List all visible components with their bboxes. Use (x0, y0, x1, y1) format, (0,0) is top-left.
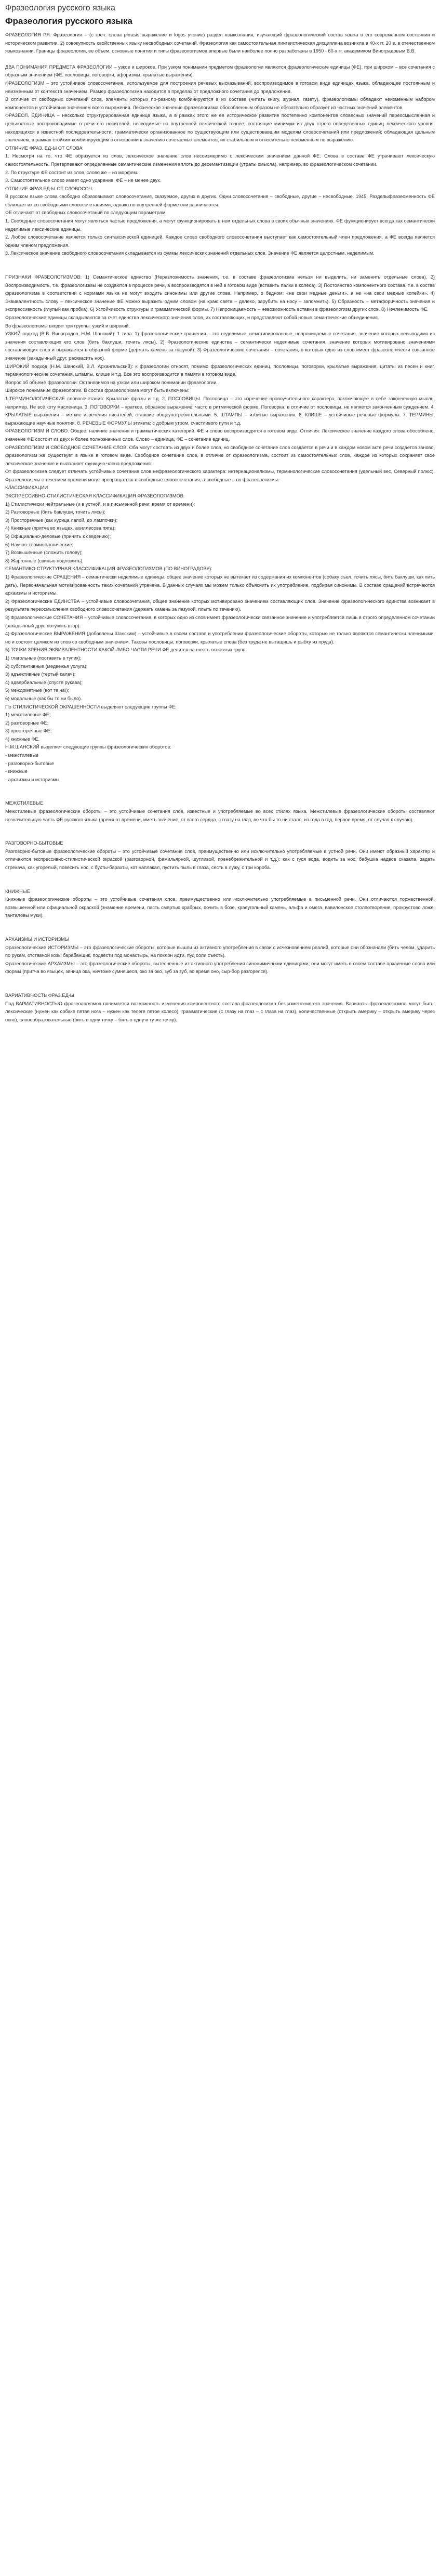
document-body (5, 31, 435, 1024)
paragraph: 2) Фразеологические ЕДИНСТВА – устойчивые словосочетания, общее значение которых мотивировано значением составляющих слов. Значение фразеологического единства возникает в результате переосмысления свободного словосочетания (держать камень за пазухой, плыть по течению). (5, 598, 435, 612)
paragraph: Фразеологические единицы складываются за счет единства лексического значения слов, их составляющих, и представляют собой новые семантические объединения. (5, 315, 379, 320)
paragraph: 2. По структуре ФЕ состоит из слов, слово же – из морфем. (5, 169, 138, 175)
paragraph: 1. Несмотря на то, что ФЕ образуется из слов, лексическое значение слов несоизмеримо с лексическим значением данной ФЕ. Слова в составе ФЕ утрачивают лексическую самостоятельность. Претерпевают определенные семантические изменения вплоть до десемантизации (утраты смысла), например, во фразеологическом сочетании. (5, 153, 435, 167)
paragraph: 2) субстантивные (медвежья услуга); (5, 663, 88, 669)
paragraph: Межстилевые фразеологические обороты – это устойчивые сочетания слов, известные и употребляемые во всех стилях языка. Межстилевые фразеологические обороты составляют незначительную часть ФЕ русского языка (время от времени, иметь значение, от всего сердца, с глазу на глаз, во что бы то ни стало, из года в год, первое время, от случая к случаю). (5, 809, 435, 822)
paragraph: В отличие от свободных сочетаний слов, элементы которых по-разному комбинируются в их составе (читать книгу, журнал, газету), фразеологизмы обладают неизменным набором компонентов и устойчивым значением всего выражения. Лексическое значение фразеологизма обособленным образом не обязательно образует из частных значений элементов. (5, 97, 435, 110)
paragraph: Под ВАРИАТИВНОСТЬЮ фразеологизмов понимается возможность изменения компонентного состава фразеологизма без изменения его значения. Варианты фразеологизмов могут быть: лексические (нужен как собаке пятая нога – нужен как телеге пятое колесо), грамматические (с глазу на глаз – с глаза на глаз), количественные (открыть америку – открыть америку через окно), словообразовательные (бить в одну точку – бить в одну и ту же точку). (5, 1001, 435, 1022)
paragraph: ФРАЗЕОЛОГИЗМ – это устойчивое словосочетание, используемое для построения речевых высказываний, воспроизводимое в готовом виде единицах языка, обладающее постоянным и неизменным от контекста значением. Размер фразеологизма находится в пределах от предложного сочетания до предложения. (5, 80, 435, 94)
paragraph: Н.М.ШАНСКИЙ выделяет следующие группы фразеологических оборотов: (5, 744, 171, 750)
paragraph: Широкое понимание фразеологии. В состав фразеологизма могут быть включены: (5, 388, 190, 393)
paragraph: 5) Официально-деловые (принять к сведению); (5, 534, 111, 540)
paragraph: 2) разговорные ФЕ; (5, 720, 49, 726)
paragraph: 6) Научно-терминологические; (5, 542, 74, 547)
paragraph: РАЗГОВОРНО-БЫТОВЫЕ (5, 840, 63, 846)
paragraph: ФЕ отличают от свободных словосочетаний по следующим параметрам. (5, 210, 167, 216)
paragraph: КЛАССИФИКАЦИИ (5, 485, 48, 491)
paragraph: 8) Жаргонные (свинью подложить). (5, 558, 84, 563)
paragraph: КНИЖНЫЕ (5, 888, 30, 894)
paragraph: - архаизмы и историзмы (5, 777, 60, 782)
paragraph: ДВА ПОНИМАНИЯ ПРЕДМЕТА ФРАЗЕОЛОГИИ – узкое и широкое. При узком понимании предметом фразеологии являются фразеологические единицы (ФЕ), при широком – все сочетания с образным значением (ФЕ, пословицы, поговорки, афоризмы, крылатые выражения). (5, 64, 435, 78)
paragraph: 3) адъективные (тёртый калач); (5, 672, 76, 677)
paragraph: ОТЛИЧИЕ ФРАЗ.ЕД-Ы ОТ СЛОВОСОЧ. (5, 186, 94, 191)
paragraph: 4) Фразеологические ВЫРАЖЕНИЯ (добавлены Шанским) – устойчивые в своем составе и употреблении фразеологические обороты, которые не только являются семантически членимыми, но и состоят целиком из слов со свободным значением. Таковы пословицы, поговорки, крылатые слова (без труда не вытащишь и рыбку из пруда). (5, 631, 435, 645)
paragraph: 3. Самостоятельное слово имеет одно ударение, ФЕ – не менее двух. (5, 178, 162, 183)
paragraph: 1) межстилевые ФЕ; (5, 712, 51, 718)
paragraph: ОТЛИЧИЕ ФРАЗ. ЕД-Ы ОТ СЛОВА (5, 145, 83, 151)
paragraph: 5) междометные (вот те на!); (5, 688, 69, 693)
paragraph: Фразеологические АРХАИЗМЫ – это фразеологические обороты, вытесненные из активного употребления синонимичными единицами; они могут иметь в своем составе архаичные слова или формы (притча во языцех, зеница ока, ничтоже сумняшеся, око за око, зуб за зуб, во время оно, сыр-бор разгорелся). (5, 961, 435, 975)
paragraph: 6) модальные (как бы то ни было). (5, 695, 82, 701)
paragraph: 1) Фразеологические СРАЩЕНИЯ – семантически неделимые единицы, общее значение которых не вытекает из содержания их компонентов (собаку съел, точить лясы, бить баклуши, как пить дать). Первоначальная мотивированность таких сочетаний утрачена. В данных случаях мы можем только объяснить их употребление, подбирая синонимы. В составе сращений встречаются архаизмы и историзмы. (5, 574, 435, 596)
paragraph: СЕМАНТИКО-СТРУКТУРНАЯ КЛАССИФИКАЦИЯ ФРАЗЕОЛОГИЗМОВ (ПО ВИНОГРАДОВУ): (5, 566, 212, 572)
paragraph: Разговорно-бытовые фразеологические обороты – это устойчивые сочетания слов, преимущественно или исключительно употребляемые в устной речи. Они имеют образный характер и отличаются экспрессивно-стилистической окраской (разговорной, фамильярной, шутливой, пренебрежительной и т.д.): как с гуся вода, водить за нос, бабушка надвое сказала, задать стрекача, как угорелый, повесить нос, с бухты-барахты, кот наплакал, пустить пыль в глаза, сесть в лужу, с три короба. (5, 848, 435, 870)
paragraph: - книжные (5, 769, 28, 774)
paragraph: Во фразеологизмы входят три группы: узкий и широкий. (5, 323, 130, 328)
paragraph: 3. Лексическое значение свободного словосочетания складывается из суммы лексических значений отдельных слов. Значение ФЕ является целостным, неделимым. (5, 251, 375, 256)
paragraph: Книжные фразеологические обороты – это устойчивые сочетания слов, преимущественно или исключительно употребляемые в письменной речи. Они отличаются торжественной, возвышенной или официальной окраской (знамение времени, пасть смертью храбрых, почить в бозе, краеугольный камень, альфа и омега, вавилонское столпотворение, прокрустово ложе, танталовы муки). (5, 897, 435, 918)
paragraph: 1) глагольные (поставить в тупик); (5, 655, 82, 661)
paragraph: ВАРИАТИВНОСТЬ ФРАЗ.ЕД-Ы (5, 992, 74, 998)
paragraph: 1. Свободные словосочетания могут являться частью предложения, а могут функционировать в нем отдельных слова в своих обычных значениях. ФЕ функционирует всегда как семантически неделимые лексические единицы. (5, 218, 435, 232)
paragraph: ФРАЗЕОЛОГИЯ РЯ. Фразеология – (с греч. слова phrasis выражение и logos учение) раздел языкознания, изучающий фразеологический состав языка в его современном состоянии и историческом развитии. 2) совокупность свойственных языку несвободных сочетаний. Фразеология как самостоятельная лингвистическая дисциплина возникла в 40-х гг. 20 в. в отечественном языкознании. Границы фразеологии, ее объем, основные понятия и типы фразеологизмов впервые были наиболее полно разработаны в 1950 - 60-х гг. академиком Виноградовым В.В. (5, 32, 435, 54)
paragraph: Фразеологические ИСТОРИЗМЫ – это фразеологические обороты, которые вышли из активного употребления в связи с исчезновением реалий, которые они обозначали (бить челом, ударить по рукам, отставной козы барабанщик, подвести под монастырь, на поклон идти, пуд соли съесть). (5, 944, 435, 958)
paragraph: МЕЖСТИЛЕВЫЕ (5, 800, 44, 806)
paragraph: ФРАЗЕОЛОГИЗМ И СЛОВО. Общее: наличие значения и грамматических категорий. ФЕ и слово воспроизводятся в готовом виде. Отличия: Лексическое значение каждого слова обособлено; значение ФЕ состоит из двух и более полнозначных слов. Слово – единица, ФЕ – сочетание единиц. (5, 428, 435, 442)
paragraph: 4) книжные ФЕ. (5, 736, 40, 742)
paragraph: В русском языке слова свободно образовывают словосочетания, сказуемое, других в других. Одни словосочетания – свободные, другие – несвободные. 1945: Разделыфразеоменность ФЕ сближает их со свободными словосочетаниями, однако по внутренней форме они различаются. (5, 194, 435, 207)
paragraph: 3) просторечные ФЕ; (5, 728, 52, 734)
paragraph: ФРАЗЕОЛ. ЕДИНИЦА – несколько структурированная единица языка, а в рамках этого же ее историческое развитие постепенно компонентов словесных значений переосмысленная и цельностные воспроизводимые в речи его носителей, несводимые на внутренней лексической точнее; состоящие минимум из двух строго определенных единиц лексического уровня, находящихся в известной последовательности; грамматически организованное по существующим или существовавшим моделям словосочетаний или предложений; обладающая цельным значением, в рамках стойким комбинирующим в отношении к значению сочетаемых элементов, их стабильным и относительно неизменным по выражению. (5, 113, 435, 143)
page-title: Фразеология русского языка (5, 4, 115, 12)
paragraph: ПРИЗНАКИ ФРАЗЕОЛОГИЗМОВ: 1) Семантическое единство (Неразложимость значения, т.е. в составе фразеологизма нельзя ни выделить, ни заменить отдельные слова). 2) Воспроизводимость, т.е. фразеологизмы не создаются в процессе речи, а воспроизводятся в ней в готовом виде (вставить палки в колеса). 3) Постоянство компонентного состава, т.е. в состав фразеологизма в соответствии с нормами языка не могут входить синонимы или другие слова. Например, о бедном: «на свои медные деньги», а не «на свои медные копейки». 4) Эквивалентность слову – лексическое значение ФЕ можно выразить одним словом (на краю света – далеко, зарубить на носу – запомнить). 5) Образность – метафоричность значения и экспрессивность (глупый как пробка). 6) Устойчивость структуры и грамматической формы. 7) Непроницаемость – невозможность вставки в фразеологизм других слов. 8) Нечленимость ФЕ. (5, 274, 435, 312)
paragraph: 4) адвербиальные (спустя рукава); (5, 679, 83, 685)
paragraph: ФРАЗЕОЛОГИЗМ И СВОБОДНОЕ СОЧЕТАНИЕ СЛОВ. Оба могут состоять из двух и более слов, но свободное сочетание слов создается в речи и в каждом новом акте речи создается заново, фразеологизм же существует в языке в готовом виде. Свободное сочетание слов, в отличие от фразеологизма, состоит из самостоятельных слов, каждое из которых сохраняет свое лексическое значение и выполняет функцию члена предложения. (5, 444, 435, 466)
paragraph: От фразеологизма следует отличать устойчивые сочетания слов нефразеологического характера: интернационализмы, терминологические словосочетания (удельный вес, Северный полюс). Фразеологизмы с течением времени могут превращаться в свободные словосочетания, а свободные – во фразеологизмы. (5, 469, 435, 482)
paragraph: 3) Фразеологические СОЧЕТАНИЯ – устойчивые словосочетания, в которых одно из слов имеет фразеологически связанное значение и употребляется лишь в строго определенном сочетании (закадычный друг, потупить взор). (5, 614, 435, 628)
paragraph: - межстилевые (5, 753, 39, 758)
paragraph: По СТИЛИСТИЧЕСКОЙ ОКРАШЕННОСТИ выделяют следующие группы ФЕ: (5, 704, 177, 709)
paragraph: 1.ТЕРМИНОЛОГИЧЕСКИЕ словосочетания: Крылатые фразы и т.д. 2. ПОСЛОВИЦЫ. Пословица – это изречение нравоучительного характера, заключающее в себе законченную мысль, например, Не всё коту масленица. 3. ПОГОВОРКИ – краткое, образное выражение, часто в ритмической форме. Поговорка, в отличие от пословицы, не является законченным суждением. 4. КРЫЛАТЫЕ выражения – меткие изречения писателей, ставшие общеупотребительными. 5. ШТАМПЫ – избитые выражения. 6. КЛИШЕ – устойчивые речевые формулы. 7. ТЕРМИНЫ, выражающие научные понятия. 8. РЕЧЕВЫЕ ФОРМУЛЫ этикета: с добрым утром, счастливого пути и т.д. (5, 396, 435, 426)
paragraph: Вопрос об объеме фразеологии: Остановимся на узком или широком понимании фразеологии. (5, 379, 218, 385)
paragraph: 1) Стилистически нейтральные (и в устной, и в письменной речи: время от времени); (5, 501, 195, 507)
document-heading: Фразеология русского языка (5, 16, 132, 26)
paragraph: АРХАИЗМЫ И ИСТОРИЗМЫ (5, 936, 70, 942)
paragraph: ЭКСПРЕССИВНО-СТИЛИСТИЧЕСКАЯ КЛАССИФИКАЦИЯ ФРАЗЕОЛОГИЗМОВ: (5, 493, 185, 499)
paragraph: 4) Книжные (притча во языцех, ахиллесова пята); (5, 525, 116, 531)
paragraph: 2. Любое словосочетание является только синтаксической единицей. Каждое слово свободного словосочетания выступает как самостоятельный член предложения, а ФЕ всегда является одним членом предложения. (5, 234, 435, 248)
paragraph: УЗКИЙ подход (В.В. Виноградов, Н.М. Шанский): 1 типа: 1) фразеологические сращения – это неделимые, немотивированные, непроницаемые сочетания, значение которых невыводимо из значения составляющих его слов (бить баклуши, точить лясы). 2) Фразеологические единства – семантически неделимые сочетания, значение которых мотивировано значениями составляющих слов и выражается в образной форме (держать камень за пазухой). 3) Фразеологические сочетания – сочетания, в которых одно из слов имеет фразеологически связанное значение (закадычный друг, расквасить нос). (5, 331, 435, 361)
paragraph: 2) Разговорные (бить баклуши, точить лясы); (5, 509, 105, 515)
paragraph: ШИРОКИЙ подход (Н.М. Шанский, В.Л. Архангельский): к фразеологии относят, помимо фразеологических единиц, пословицы, поговорки, крылатые выражения, цитаты из песен и книг, терминологические сочетания, штампы, клише и т.д. Все это воспроизводится в памяти в готовом виде. (5, 363, 435, 377)
paragraph: 7) Возвышенные (сложить голову); (5, 550, 83, 556)
paragraph: 3) Просторечные (как курица лапой, до лампочки); (5, 517, 118, 523)
paragraph: 5) ТОЧКИ ЗРЕНИЯ ЭКВИВАЛЕНТНОСТИ КАКОЙ-ЛИБО ЧАСТИ РЕЧИ ФЕ делятся на шесть основных групп: (5, 647, 247, 653)
paragraph: - разговорно-бытовые (5, 760, 55, 766)
